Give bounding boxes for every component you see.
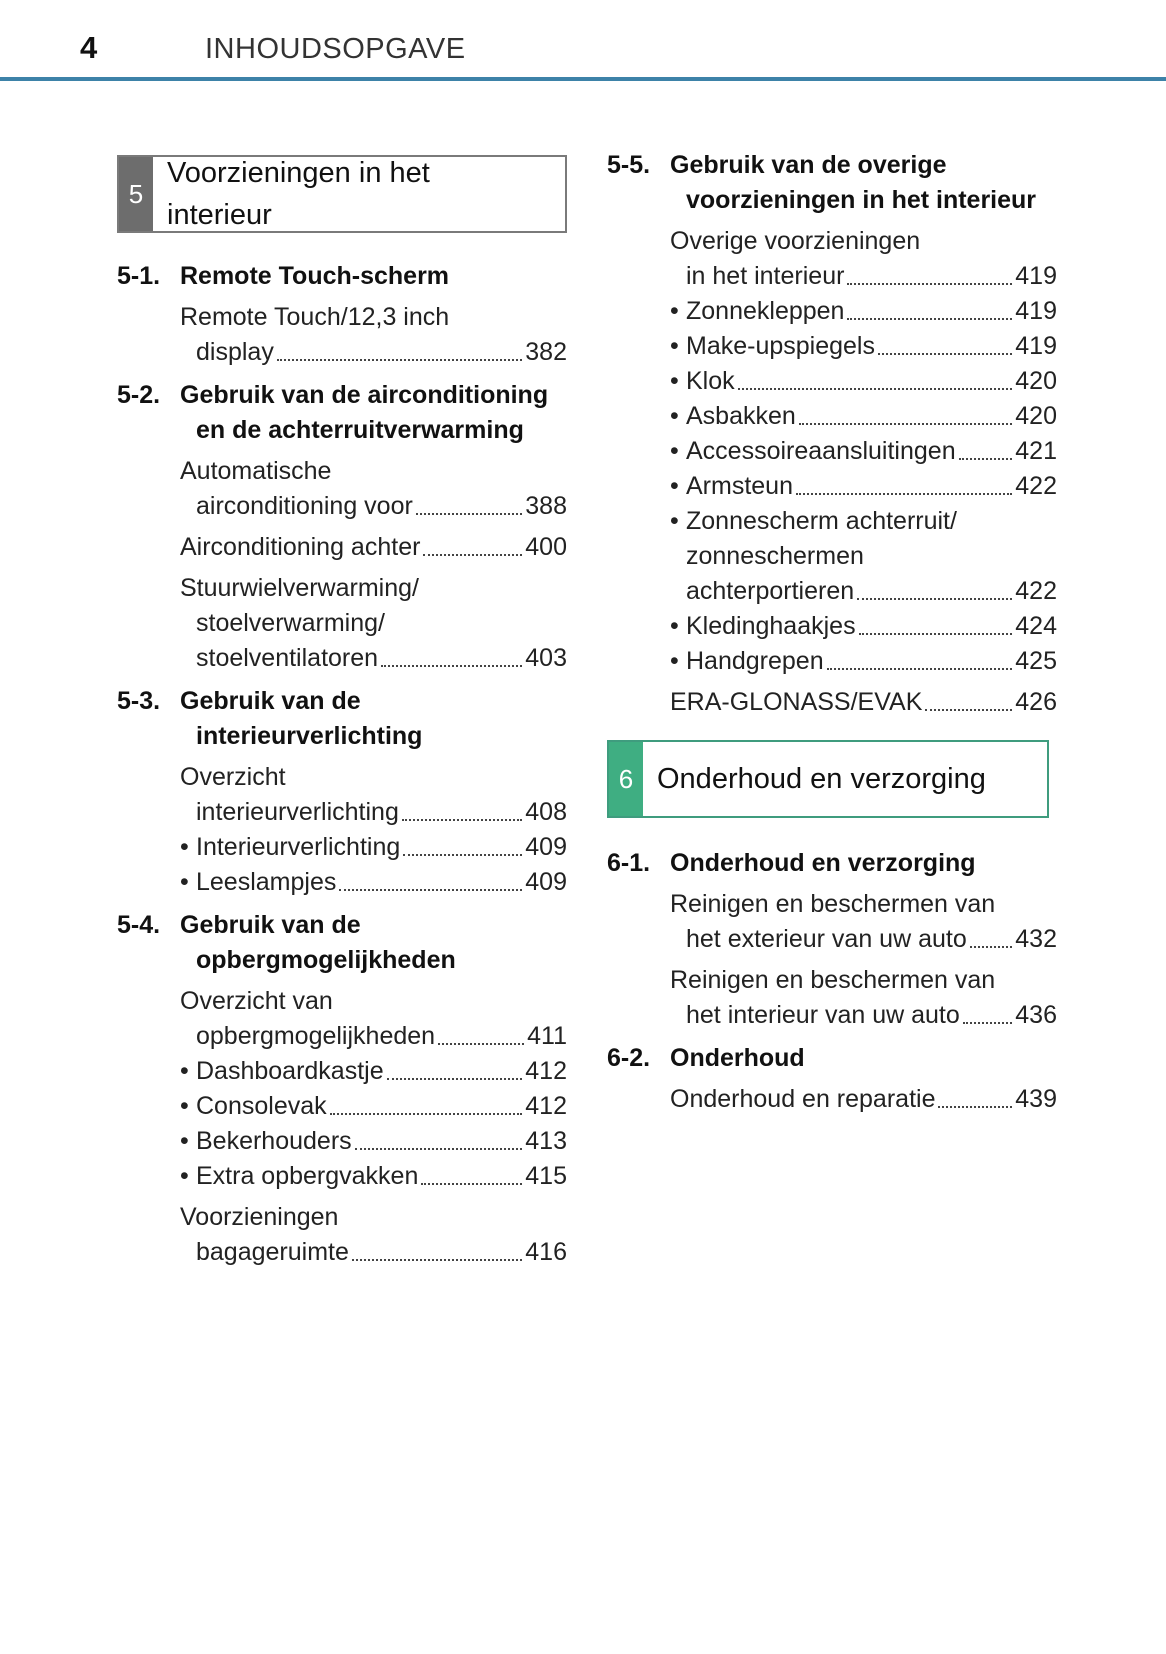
leader-dots: [403, 830, 522, 856]
bullet-icon: •: [180, 1127, 189, 1155]
bullet-icon: •: [180, 833, 189, 861]
entry-label: display: [196, 338, 274, 366]
page-header: [0, 0, 1166, 82]
page-ref: 419: [1015, 332, 1057, 360]
section-title: Gebruik van de: [180, 911, 361, 939]
leader-dots: [423, 530, 522, 556]
toc-bullet-entry[interactable]: [607, 644, 1057, 679]
entry-label: het exterieur van uw auto: [686, 925, 967, 953]
entry-label: in het interieur: [686, 262, 845, 290]
leader-dots: [925, 685, 1012, 711]
bullet-icon: •: [180, 1092, 189, 1120]
chapter-title: Onderhoud en verzorging: [657, 763, 986, 795]
section-title: Onderhoud en verzorging: [670, 849, 976, 877]
leader-dots: [970, 922, 1013, 948]
bullet-icon: •: [670, 332, 679, 360]
bullet-icon: •: [670, 612, 679, 640]
toc-entry[interactable]: [607, 685, 1057, 720]
entry-label: Asbakken: [686, 402, 796, 430]
entry-label: Dashboardkastje: [196, 1057, 384, 1085]
page-ref: 421: [1015, 437, 1057, 465]
page-ref: 403: [525, 644, 567, 672]
chapter-number: 5: [119, 157, 153, 231]
chapter-title-line: interieur: [167, 199, 272, 231]
entry-label: ERA-GLONASS/EVAK: [670, 688, 923, 716]
toc-bullet-entry[interactable]: [607, 434, 1057, 469]
entry-label: Stuurwielverwarming/: [180, 574, 419, 602]
page-ref: 424: [1015, 612, 1057, 640]
page-ref: 419: [1015, 297, 1057, 325]
section-number: 5-5.: [607, 151, 651, 179]
entry-label: Voorzieningen: [180, 1203, 339, 1231]
leader-dots: [387, 1054, 523, 1080]
section-number: 5-4.: [117, 911, 161, 939]
toc-column-left: [117, 155, 567, 1270]
toc-bullet-entry[interactable]: [117, 1159, 567, 1194]
bullet-icon: •: [180, 868, 189, 896]
entry-label: Reinigen en beschermen van: [670, 890, 996, 918]
section-title: en de achterruitverwarming: [196, 416, 524, 444]
leader-dots: [878, 329, 1012, 355]
entry-label: Zonnekleppen: [686, 297, 845, 325]
leader-dots: [859, 609, 1013, 635]
section-title: Gebruik van de: [180, 687, 361, 715]
toc-bullet-entry[interactable]: [117, 1054, 567, 1089]
section-title: Onderhoud: [670, 1044, 805, 1072]
page-ref: 409: [525, 833, 567, 861]
section-title: voorzieningen in het interieur: [686, 186, 1037, 214]
entry-label: Make-upspiegels: [686, 332, 875, 360]
toc-bullet-entry[interactable]: [117, 830, 567, 865]
leader-dots: [847, 294, 1012, 320]
entry-label: stoelventilatoren: [196, 644, 379, 672]
bullet-icon: •: [670, 647, 679, 675]
toc-entry[interactable]: [117, 1200, 567, 1270]
leader-dots: [857, 574, 1012, 600]
entry-label: opbergmogelijkheden: [196, 1022, 436, 1050]
leader-dots: [355, 1124, 523, 1150]
toc-bullet-entry[interactable]: [607, 469, 1057, 504]
section-number: 6-2.: [607, 1044, 651, 1072]
entry-label: Automatische: [180, 457, 332, 485]
entry-label: zonneschermen: [686, 542, 864, 570]
page-ref: 408: [525, 798, 567, 826]
entry-label: achterportieren: [686, 577, 855, 605]
entry-label: Airconditioning achter: [180, 533, 421, 561]
bullet-icon: •: [180, 1162, 189, 1190]
header-divider: [0, 77, 1166, 81]
leader-dots: [963, 998, 1013, 1024]
entry-label: Zonnescherm achterruit/: [686, 507, 957, 535]
bullet-icon: •: [670, 507, 679, 535]
entry-label: Armsteun: [686, 472, 793, 500]
section-title: opbergmogelijkheden: [196, 946, 456, 974]
toc-bullet-entry[interactable]: [607, 364, 1057, 399]
leader-dots: [938, 1082, 1012, 1108]
leader-dots: [738, 364, 1013, 390]
section-number: 5-2.: [117, 381, 161, 409]
leader-dots: [827, 644, 1013, 670]
section-title: Gebruik van de overige: [670, 151, 947, 179]
chapter-number: 6: [609, 742, 643, 816]
bullet-icon: •: [670, 472, 679, 500]
page-ref: 422: [1015, 472, 1057, 500]
page-ref: 412: [525, 1057, 567, 1085]
bullet-icon: •: [670, 402, 679, 430]
entry-label: Overzicht van: [180, 987, 333, 1015]
section-5-2[interactable]: [117, 378, 567, 448]
leader-dots: [959, 434, 1013, 460]
section-title: Gebruik van de airconditioning: [180, 381, 549, 409]
entry-label: bagageruimte: [196, 1238, 349, 1266]
section-6-1[interactable]: [607, 846, 1057, 881]
toc-entry[interactable]: [607, 224, 1057, 294]
page-ref: 426: [1015, 688, 1057, 716]
section-title: interieurverlichting: [196, 722, 423, 750]
entry-label: Bekerhouders: [196, 1127, 352, 1155]
entry-label: Accessoireaansluitingen: [686, 437, 956, 465]
section-5-3[interactable]: [117, 684, 567, 754]
section-number: 6-1.: [607, 849, 651, 877]
entry-label: Interieurverlichting: [196, 833, 401, 861]
bullet-icon: •: [670, 367, 679, 395]
toc-bullet-entry[interactable]: [607, 329, 1057, 364]
page-ref: 416: [525, 1238, 567, 1266]
entry-label: Remote Touch/12,3 inch: [180, 303, 450, 331]
page-number: 4: [80, 30, 98, 65]
chapter-title: [153, 157, 442, 231]
toc-entry[interactable]: [117, 571, 567, 676]
page-ref: 420: [1015, 402, 1057, 430]
leader-dots: [339, 865, 522, 891]
page-ref: 425: [1015, 647, 1057, 675]
leader-dots: [438, 1019, 524, 1045]
page-ref: 432: [1015, 925, 1057, 953]
section-5-5[interactable]: [607, 148, 1057, 218]
entry-label: Extra opbergvakken: [196, 1162, 419, 1190]
entry-label: Overige voorzieningen: [670, 227, 921, 255]
leader-dots: [416, 489, 522, 515]
page-ref: 436: [1015, 1001, 1057, 1029]
toc-bullet-entry[interactable]: [607, 294, 1057, 329]
entry-label: Reinigen en beschermen van: [670, 966, 996, 994]
entry-label: Leeslampjes: [196, 868, 337, 896]
bullet-icon: •: [670, 437, 679, 465]
leader-dots: [402, 795, 522, 821]
page-ref: 409: [525, 868, 567, 896]
entry-label: Consolevak: [196, 1092, 327, 1120]
page-ref: 412: [525, 1092, 567, 1120]
toc-bullet-entry[interactable]: [117, 1089, 567, 1124]
page-ref: 382: [525, 338, 567, 366]
toc-entry[interactable]: [117, 984, 567, 1054]
toc-bullet-entry[interactable]: [117, 1124, 567, 1159]
leader-dots: [847, 259, 1012, 285]
page-ref: 415: [525, 1162, 567, 1190]
toc-entry[interactable]: [117, 454, 567, 524]
page-ref: 413: [525, 1127, 567, 1155]
page-ref: 411: [527, 1022, 567, 1050]
entry-label: Kledinghaakjes: [686, 612, 856, 640]
page-ref: 400: [525, 533, 567, 561]
toc-entry[interactable]: [117, 760, 567, 830]
page-ref: 420: [1015, 367, 1057, 395]
leader-dots: [330, 1089, 523, 1115]
entry-label: interieurverlichting: [196, 798, 399, 826]
page-ref: 388: [525, 492, 567, 520]
entry-label: Handgrepen: [686, 647, 824, 675]
entry-label: Klok: [686, 367, 735, 395]
page-ref: 422: [1015, 577, 1057, 605]
toc-entry[interactable]: [607, 887, 1057, 957]
toc-entry[interactable]: [117, 300, 567, 370]
toc-column-right: [607, 148, 1057, 1117]
page-ref: 439: [1015, 1085, 1057, 1113]
leader-dots: [381, 641, 522, 667]
chapter-title-line: Voorzieningen in het: [167, 157, 430, 189]
entry-label: het interieur van uw auto: [686, 1001, 960, 1029]
entry-label: Overzicht: [180, 763, 286, 791]
leader-dots: [277, 335, 522, 361]
section-6-2[interactable]: [607, 1041, 1057, 1076]
page-ref: 419: [1015, 262, 1057, 290]
leader-dots: [799, 399, 1012, 425]
section-number: 5-3.: [117, 687, 161, 715]
entry-label: stoelverwarming/: [196, 609, 385, 637]
leader-dots: [796, 469, 1012, 495]
leader-dots: [421, 1159, 522, 1185]
page-title: INHOUDSOPGAVE: [205, 33, 466, 65]
section-5-1[interactable]: [117, 259, 567, 294]
bullet-icon: •: [180, 1057, 189, 1085]
toc-bullet-entry[interactable]: [607, 504, 1057, 609]
leader-dots: [352, 1235, 522, 1261]
section-number: 5-1.: [117, 262, 161, 290]
chapter-5-heading[interactable]: [117, 155, 567, 233]
bullet-icon: •: [670, 297, 679, 325]
chapter-6-heading[interactable]: [607, 740, 1049, 818]
entry-label: airconditioning voor: [196, 492, 413, 520]
toc-bullet-entry[interactable]: [607, 609, 1057, 644]
toc-entry[interactable]: [117, 530, 567, 565]
toc-entry[interactable]: [607, 963, 1057, 1033]
toc-bullet-entry[interactable]: [607, 399, 1057, 434]
section-title: Remote Touch-scherm: [180, 262, 450, 290]
entry-label: Onderhoud en reparatie: [670, 1085, 936, 1113]
toc-entry[interactable]: [607, 1082, 1057, 1117]
section-5-4[interactable]: [117, 908, 567, 978]
toc-bullet-entry[interactable]: [117, 865, 567, 900]
